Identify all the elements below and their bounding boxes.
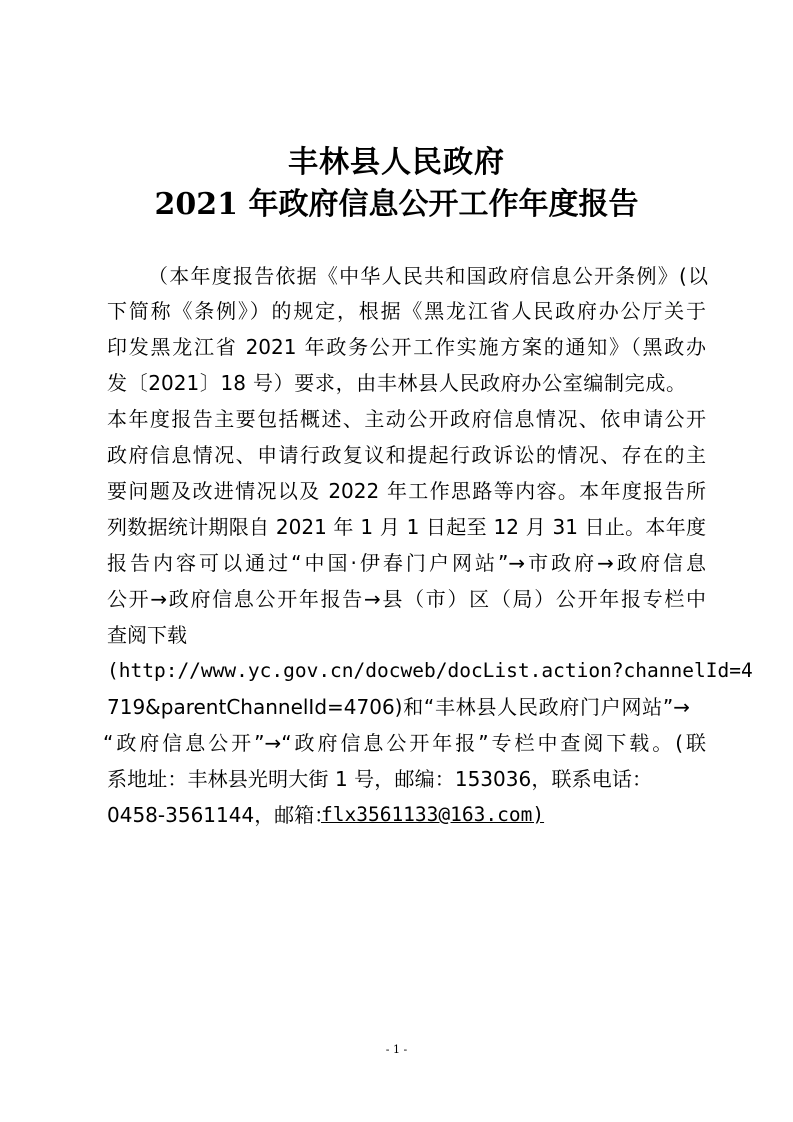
body-line-8: 列数据统计期限自 2021 年 1 月 1 日起至 12 月 31 日止。本年度: [107, 515, 706, 539]
body-line-3: 印发黑龙江省 2021 年政务公开工作实施方案的通知》（黑政办: [107, 335, 706, 359]
url-line-2: 719&parentChannelId=4706)和“丰林县人民政府门户网站”→: [107, 695, 690, 719]
body-line-5: 本年度报告主要包括概述、主动公开政府信息情况、依申请公开: [107, 407, 706, 431]
email-address: flx3561133@163.com): [321, 803, 545, 826]
body-line-4: 发〔2021〕18 号）要求，由丰林县人民政府办公室编制完成。: [107, 371, 686, 395]
body-line-6: 政府信息情况、申请行政复议和提起行政诉讼的情况、存在的主: [107, 443, 706, 467]
report-title-line-2: 2021 年政府信息公开工作年度报告: [154, 187, 639, 222]
body-line-1: （本年度报告依据《中华人民共和国政府信息公开条例》(以: [148, 264, 708, 288]
contact-line-1: 系地址：丰林县光明大街 1 号，邮编：153036，联系电话：: [107, 767, 652, 791]
body-line-14: “政府信息公开”→“政府信息公开年报”专栏中查阅下载。(联: [103, 731, 706, 755]
body-line-9: 报告内容可以通过“中国·伊春门户网站”→市政府→政府信息: [107, 551, 706, 575]
contact-line-2: 0458-3561144，邮箱：: [107, 803, 335, 827]
url-line-1: (http://www.yc.gov.cn/docweb/docList.action?channelId=4: [107, 659, 753, 682]
body-line-2: 下简称《条例》）的规定，根据《黑龙江省人民政府办公厅关于: [107, 299, 706, 323]
body-line-7: 要问题及改进情况以及 2022 年工作思路等内容。本年度报告所: [107, 479, 706, 503]
body-line-11: 查阅下载: [107, 623, 187, 647]
page-number: - 1 -: [385, 1043, 408, 1056]
body-line-10: 公开→政府信息公开年报告→县（市）区（局）公开年报专栏中: [107, 587, 706, 611]
report-title-line-1: 丰林县人民政府: [288, 145, 505, 180]
